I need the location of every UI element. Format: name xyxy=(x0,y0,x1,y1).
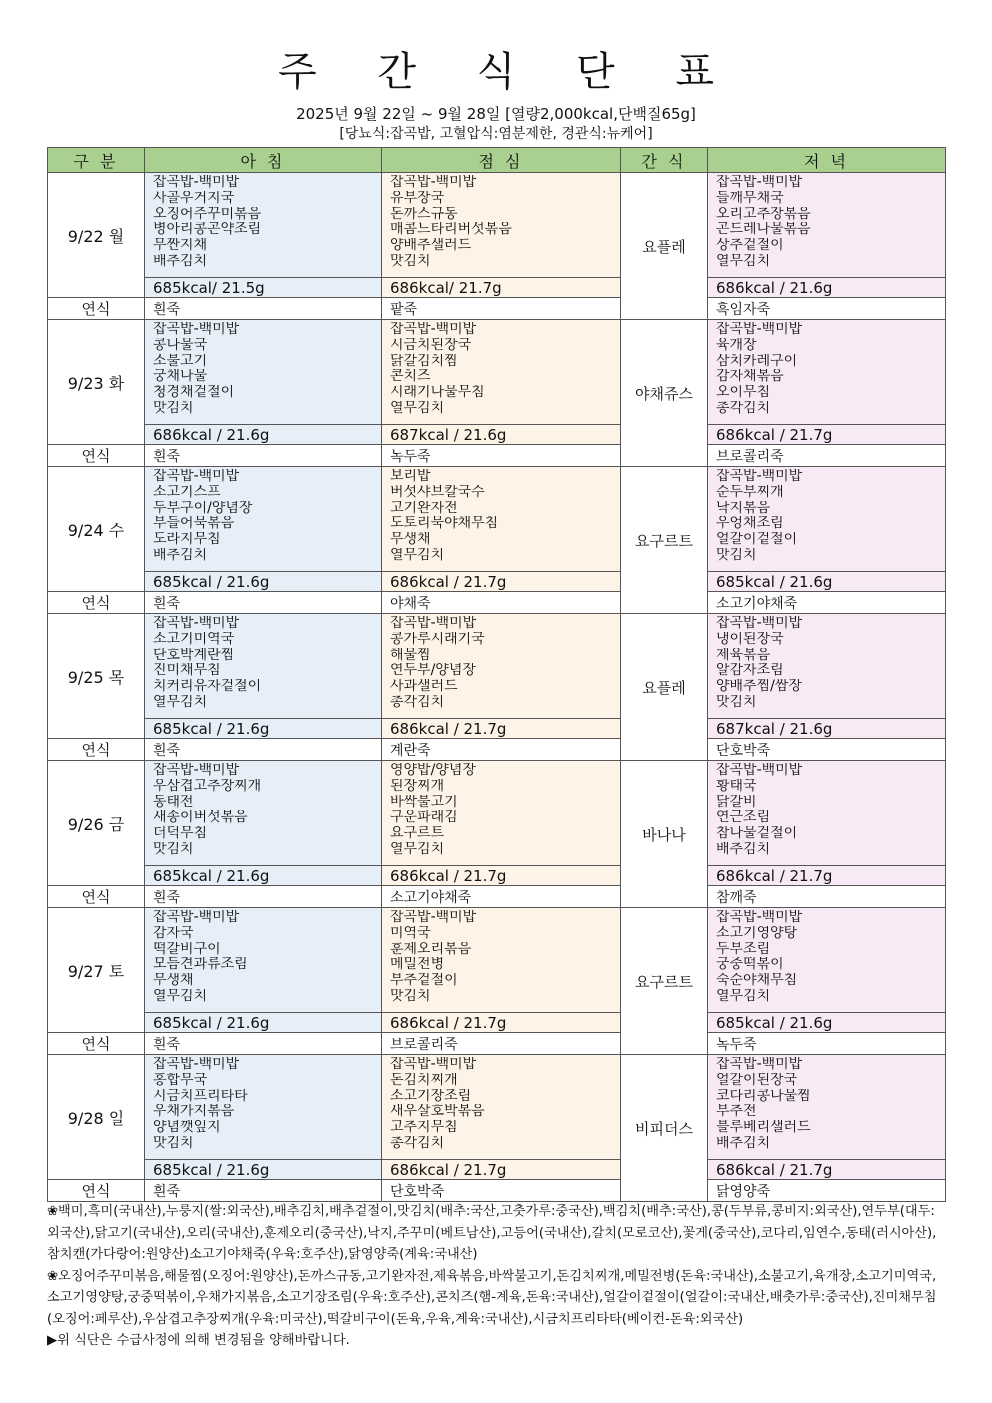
soft-diet-row xyxy=(48,1180,946,1202)
menu-item: 상추겉절이 xyxy=(716,238,784,254)
menu-item: 모듬견과류조림 xyxy=(153,957,248,973)
menu-item: 닭갈비 xyxy=(716,794,757,810)
breakfast-nutrition: 685kcal / 21.6g xyxy=(145,866,382,886)
day-label: 9/24 수 xyxy=(48,467,145,592)
menu-item: 버섯샤브칼국수 xyxy=(390,484,485,500)
menu-item: 열무김치 xyxy=(390,841,445,857)
soft-diet-lunch: 녹두죽 xyxy=(382,445,621,467)
menu-item: 도토리묵야채무침 xyxy=(390,516,499,532)
menu-item: 잡곡밥-백미밥 xyxy=(716,322,803,337)
menu-item: 총각김치 xyxy=(716,400,771,416)
snack-item: 요플레 xyxy=(621,614,708,761)
soft-diet-lunch: 계란죽 xyxy=(382,739,621,761)
soft-diet-row xyxy=(48,592,946,614)
menu-item: 양배추찜/쌈장 xyxy=(716,679,802,695)
menu-item: 고추지무침 xyxy=(390,1120,458,1136)
lunch-nutrition: 687kcal / 21.6g xyxy=(382,425,621,445)
menu-item: 사과샐러드 xyxy=(390,679,458,695)
menu-item: 궁채나물 xyxy=(153,369,208,385)
menu-item: 부추전 xyxy=(716,1104,757,1120)
day-menu-row xyxy=(48,320,946,425)
nutrition-row xyxy=(48,719,946,739)
soft-diet-lunch: 야채죽 xyxy=(382,592,621,614)
menu-item: 양배추샐러드 xyxy=(390,238,472,254)
soft-diet-dinner: 단호박죽 xyxy=(708,739,946,761)
menu-item: 고기완자전 xyxy=(390,500,458,516)
menu-item: 배추김치 xyxy=(716,841,771,857)
soft-diet-label: 연식 xyxy=(48,886,145,908)
menu-item: 소고기미역국 xyxy=(153,631,235,647)
dinner-nutrition: 686kcal / 21.6g xyxy=(708,278,946,298)
menu-item: 삼치카레구이 xyxy=(716,353,798,369)
menu-item: 감자채볶음 xyxy=(716,369,784,385)
breakfast-nutrition: 685kcal / 21.6g xyxy=(145,1013,382,1033)
menu-item: 잡곡밥-백미밥 xyxy=(153,469,240,484)
menu-item: 맛김치 xyxy=(153,1135,194,1151)
menu-item: 된장찌개 xyxy=(390,778,445,794)
menu-item: 미역국 xyxy=(390,925,431,941)
day-label: 9/25 목 xyxy=(48,614,145,739)
menu-item: 잡곡밥-백미밥 xyxy=(716,910,803,925)
lunch-nutrition: 686kcal / 21.7g xyxy=(382,1160,621,1180)
soft-diet-row xyxy=(48,445,946,467)
breakfast-nutrition: 685kcal/ 21.5g xyxy=(145,278,382,298)
lunch-menu xyxy=(382,614,621,719)
menu-item: 잡곡밥-백미밥 xyxy=(153,763,240,778)
lunch-menu xyxy=(382,467,621,572)
menu-item: 황태국 xyxy=(716,778,757,794)
menu-item: 새송이버섯볶음 xyxy=(153,810,248,826)
menu-item: 총각김치 xyxy=(390,1135,445,1151)
soft-diet-breakfast: 흰죽 xyxy=(145,1033,382,1055)
menu-item: 총각김치 xyxy=(390,694,445,710)
menu-item: 청경채겉절이 xyxy=(153,385,235,401)
menu-item: 잡곡밥-백미밥 xyxy=(390,322,477,337)
breakfast-nutrition: 685kcal / 21.6g xyxy=(145,572,382,592)
origin-note-2: ❀오징어주꾸미볶음,해물찜(오징어:원양산),돈까스규동,고기완자전,제육볶음,바싹불고기,돈김치찌개,메밀전병(돈육:국내산),소불고기,육개장,소고기미역국,소고기영양탕,궁중떡볶이,우채가지볶음,소고기장조림(우육:호주산),콘치즈(햄-계육,돈육:국내산),얼갈이겉절이(얼갈이:국내산,배춧가루:중국산),진미채무침(오징어:페루산),우삼겹고추장찌개(우육:미국산),떡갈비구이(돈육,우육,계육:국내산),시금치프리타타(베이컨-돈육:외국산) xyxy=(47,1268,937,1327)
menu-item: 열무김치 xyxy=(716,253,771,269)
nutrition-row xyxy=(48,1160,946,1180)
page-title: 주 간 식 단 표 xyxy=(277,49,739,95)
menu-item: 동태전 xyxy=(153,794,194,810)
menu-item: 맛김치 xyxy=(716,547,757,563)
dinner-menu xyxy=(708,1055,946,1160)
menu-item: 코다리콩나물찜 xyxy=(716,1088,811,1104)
breakfast-nutrition: 686kcal / 21.6g xyxy=(145,425,382,445)
soft-diet-dinner: 소고기야채죽 xyxy=(708,592,946,614)
menu-item: 잡곡밥-백미밥 xyxy=(153,1057,240,1072)
breakfast-menu xyxy=(145,173,382,278)
menu-item: 잡곡밥-백미밥 xyxy=(716,1057,803,1072)
menu-item: 치커리유자겉절이 xyxy=(153,679,262,695)
soft-diet-breakfast: 흰죽 xyxy=(145,1180,382,1202)
breakfast-menu xyxy=(145,467,382,572)
nutrition-row xyxy=(48,425,946,445)
menu-item: 연두부/양념장 xyxy=(390,663,476,679)
header-snack: 간 식 xyxy=(621,148,708,173)
soft-diet-breakfast: 흰죽 xyxy=(145,445,382,467)
lunch-nutrition: 686kcal/ 21.7g xyxy=(382,278,621,298)
menu-item: 돈까스규동 xyxy=(390,206,458,222)
lunch-menu xyxy=(382,320,621,425)
menu-item: 맛김치 xyxy=(153,841,194,857)
menu-item: 열무김치 xyxy=(390,547,445,563)
nutrition-row xyxy=(48,866,946,886)
menu-item: 감자국 xyxy=(153,925,194,941)
menu-item: 맛김치 xyxy=(153,400,194,416)
menu-item: 오리고추장볶음 xyxy=(716,206,811,222)
day-menu-row xyxy=(48,614,946,719)
lunch-nutrition: 686kcal / 21.7g xyxy=(382,866,621,886)
soft-diet-row xyxy=(48,739,946,761)
dinner-menu xyxy=(708,761,946,866)
menu-item: 열무김치 xyxy=(153,694,208,710)
menu-item: 잡곡밥-백미밥 xyxy=(390,1057,477,1072)
menu-item: 얼갈이된장국 xyxy=(716,1072,798,1088)
menu-item: 잡곡밥-백미밥 xyxy=(153,322,240,337)
menu-item: 잡곡밥-백미밥 xyxy=(390,910,477,925)
menu-item: 우삼겹고추장찌개 xyxy=(153,778,262,794)
menu-item: 단호박계란찜 xyxy=(153,647,235,663)
header-day: 구 분 xyxy=(48,148,145,173)
menu-item: 떡갈비구이 xyxy=(153,941,221,957)
breakfast-menu xyxy=(145,908,382,1013)
menu-item: 곤드레나물볶음 xyxy=(716,222,811,238)
day-label: 9/23 화 xyxy=(48,320,145,445)
soft-diet-breakfast: 흰죽 xyxy=(145,739,382,761)
menu-item: 잡곡밥-백미밥 xyxy=(153,616,240,631)
snack-item: 요구르트 xyxy=(621,908,708,1055)
menu-item: 배추김치 xyxy=(153,547,208,563)
menu-item: 잡곡밥-백미밥 xyxy=(153,175,240,190)
breakfast-menu xyxy=(145,1055,382,1160)
dinner-nutrition: 687kcal / 21.6g xyxy=(708,719,946,739)
menu-item: 잡곡밥-백미밥 xyxy=(716,763,803,778)
menu-item: 열무김치 xyxy=(716,988,771,1004)
lunch-menu xyxy=(382,761,621,866)
soft-diet-dinner: 브로콜리죽 xyxy=(708,445,946,467)
menu-item: 닭갈김치찜 xyxy=(390,353,458,369)
menu-item: 소고기스프 xyxy=(153,484,221,500)
menu-item: 진미채무침 xyxy=(153,663,221,679)
soft-diet-breakfast: 흰죽 xyxy=(145,298,382,320)
header-lunch: 점 심 xyxy=(382,148,621,173)
menu-item: 열무김치 xyxy=(153,988,208,1004)
menu-item: 소고기영양탕 xyxy=(716,925,798,941)
menu-item: 우채가지볶음 xyxy=(153,1104,235,1120)
dinner-nutrition: 686kcal / 21.7g xyxy=(708,1160,946,1180)
soft-diet-lunch: 팥죽 xyxy=(382,298,621,320)
menu-item: 숙순야채무침 xyxy=(716,973,798,989)
lunch-nutrition: 686kcal / 21.7g xyxy=(382,572,621,592)
menu-item: 부들어묵볶음 xyxy=(153,516,235,532)
breakfast-menu xyxy=(145,614,382,719)
menu-item: 훈제오리볶음 xyxy=(390,941,472,957)
soft-diet-label: 연식 xyxy=(48,739,145,761)
dinner-menu xyxy=(708,614,946,719)
soft-diet-lunch: 브로콜리죽 xyxy=(382,1033,621,1055)
menu-item: 제육볶음 xyxy=(716,647,771,663)
day-menu-row xyxy=(48,173,946,278)
menu-item: 콩나물국 xyxy=(153,337,208,353)
menu-item: 냉이된장국 xyxy=(716,631,784,647)
snack-item: 요플레 xyxy=(621,173,708,320)
header-breakfast: 아 침 xyxy=(145,148,382,173)
menu-item: 두부조림 xyxy=(716,941,771,957)
lunch-nutrition: 686kcal / 21.7g xyxy=(382,719,621,739)
breakfast-nutrition: 685kcal / 21.6g xyxy=(145,1160,382,1180)
diet-subtitle: [당뇨식:잡곡밥, 고혈압식:염분제한, 경관식:뉴케어] xyxy=(339,126,653,142)
menu-item: 얼갈이겉절이 xyxy=(716,532,798,548)
menu-item: 잡곡밥-백미밥 xyxy=(716,175,803,190)
breakfast-menu xyxy=(145,320,382,425)
lunch-menu xyxy=(382,908,621,1013)
soft-diet-lunch: 단호박죽 xyxy=(382,1180,621,1202)
soft-diet-label: 연식 xyxy=(48,1180,145,1202)
menu-item: 무짠지채 xyxy=(153,238,208,254)
day-label: 9/22 월 xyxy=(48,173,145,298)
menu-item: 사골우거지국 xyxy=(153,190,235,206)
origin-note-1: ❀백미,흑미(국내산),누룽지(쌀:외국산),배추김치,배추겉절이,맛김치(배추:국산,고춧가루:중국산),백김치(배추:국산),콩(두부류,콩비지:외국산),연두부(대두:외국산),닭고기(국내산),오리(국내산),훈제오리(중국산),낙지,주꾸미(베트남산),고등어(국내산),갈치(모로코산),꽃게(중국산),코다리,임연수,동태(러시아산),참치캔(가다랑어:원양산)소고기야채죽(우육:호주산),닭영양죽(계육:국내산) xyxy=(47,1204,937,1262)
menu-item: 시래기나물무침 xyxy=(390,385,485,401)
soft-diet-dinner: 참깨죽 xyxy=(708,886,946,908)
menu-item: 오이무침 xyxy=(716,385,771,401)
dinner-menu xyxy=(708,467,946,572)
nutrition-row xyxy=(48,1013,946,1033)
menu-item: 요구르트 xyxy=(390,826,445,842)
menu-item: 열무김치 xyxy=(390,400,445,416)
menu-item: 오징어주꾸미볶음 xyxy=(153,206,262,222)
menu-item: 맛김치 xyxy=(390,253,431,269)
menu-item: 메밀전병 xyxy=(390,957,445,973)
menu-item: 소불고기 xyxy=(153,353,208,369)
menu-item: 영양밥/양념장 xyxy=(390,763,476,778)
menu-item: 궁중떡볶이 xyxy=(716,957,784,973)
menu-item: 연근조림 xyxy=(716,810,771,826)
soft-diet-label: 연식 xyxy=(48,1033,145,1055)
menu-item: 잡곡밥-백미밥 xyxy=(716,469,803,484)
menu-item: 보리밥 xyxy=(390,469,431,484)
menu-item: 참나물겉절이 xyxy=(716,826,798,842)
day-label: 9/27 토 xyxy=(48,908,145,1033)
menu-item: 잡곡밥-백미밥 xyxy=(390,616,477,631)
dinner-nutrition: 686kcal / 21.7g xyxy=(708,425,946,445)
soft-diet-breakfast: 흰죽 xyxy=(145,886,382,908)
soft-diet-dinner: 흑임자죽 xyxy=(708,298,946,320)
soft-diet-label: 연식 xyxy=(48,445,145,467)
menu-item: 순두부찌개 xyxy=(716,484,784,500)
soft-diet-lunch: 소고기야채죽 xyxy=(382,886,621,908)
dinner-nutrition: 685kcal / 21.6g xyxy=(708,1013,946,1033)
breakfast-nutrition: 685kcal / 21.6g xyxy=(145,719,382,739)
menu-item: 매콤느타리버섯볶음 xyxy=(390,222,512,238)
menu-item: 잡곡밥-백미밥 xyxy=(716,616,803,631)
dinner-nutrition: 686kcal / 21.7g xyxy=(708,866,946,886)
dinner-menu xyxy=(708,173,946,278)
menu-item: 알감자조림 xyxy=(716,663,784,679)
menu-item: 돈김치찌개 xyxy=(390,1072,458,1088)
soft-diet-row xyxy=(48,886,946,908)
lunch-nutrition: 686kcal / 21.7g xyxy=(382,1013,621,1033)
menu-item: 콘치즈 xyxy=(390,369,431,385)
soft-diet-row xyxy=(48,1033,946,1055)
weekly-menu-table xyxy=(47,147,946,1202)
menu-item: 무생채 xyxy=(390,532,431,548)
menu-item: 양념깻잎지 xyxy=(153,1120,221,1136)
menu-body xyxy=(48,173,946,1202)
menu-item: 더덕무침 xyxy=(153,826,208,842)
header-row xyxy=(48,148,946,173)
menu-item: 도라지무침 xyxy=(153,532,221,548)
footnotes xyxy=(47,1201,947,1352)
snack-item: 비피더스 xyxy=(621,1055,708,1202)
soft-diet-label: 연식 xyxy=(48,298,145,320)
period-subtitle: 2025년 9월 22일 ~ 9월 28일 [열량2,000kcal,단백질65g] xyxy=(296,105,696,123)
menu-item: 배추김치 xyxy=(716,1135,771,1151)
nutrition-row xyxy=(48,278,946,298)
dinner-nutrition: 685kcal / 21.6g xyxy=(708,572,946,592)
menu-item: 들깨무채국 xyxy=(716,190,784,206)
menu-item: 콩가루시래기국 xyxy=(390,631,485,647)
day-menu-row xyxy=(48,1055,946,1160)
menu-item: 잡곡밥-백미밥 xyxy=(390,175,477,190)
lunch-menu xyxy=(382,173,621,278)
breakfast-menu xyxy=(145,761,382,866)
snack-item: 바나나 xyxy=(621,761,708,908)
lunch-menu xyxy=(382,1055,621,1160)
menu-item: 블루베리샐러드 xyxy=(716,1120,811,1136)
day-menu-row xyxy=(48,908,946,1013)
day-label: 9/28 일 xyxy=(48,1055,145,1180)
menu-item: 배추김치 xyxy=(153,253,208,269)
menu-item: 홍합무국 xyxy=(153,1072,208,1088)
nutrition-row xyxy=(48,572,946,592)
snack-item: 요구르트 xyxy=(621,467,708,614)
snack-item: 야채쥬스 xyxy=(621,320,708,467)
dinner-menu xyxy=(708,320,946,425)
menu-item: 잡곡밥-백미밥 xyxy=(153,910,240,925)
menu-item: 새우살호박볶음 xyxy=(390,1104,485,1120)
menu-item: 유부장국 xyxy=(390,190,445,206)
menu-item: 해물찜 xyxy=(390,647,431,663)
day-menu-row xyxy=(48,761,946,866)
soft-diet-dinner: 녹두죽 xyxy=(708,1033,946,1055)
menu-item: 우엉채조림 xyxy=(716,516,784,532)
menu-item: 두부구이/양념장 xyxy=(153,500,253,516)
menu-item: 부추겉절이 xyxy=(390,973,458,989)
soft-diet-row xyxy=(48,298,946,320)
menu-item: 병아리콩곤약조림 xyxy=(153,222,262,238)
soft-diet-dinner: 닭영양죽 xyxy=(708,1180,946,1202)
menu-item: 구운파래김 xyxy=(390,810,458,826)
soft-diet-label: 연식 xyxy=(48,592,145,614)
menu-item: 맛김치 xyxy=(390,988,431,1004)
header-dinner: 저 녁 xyxy=(708,148,946,173)
menu-item: 무생채 xyxy=(153,973,194,989)
menu-item: 낙지볶음 xyxy=(716,500,771,516)
menu-item: 바싹불고기 xyxy=(390,794,458,810)
day-label: 9/26 금 xyxy=(48,761,145,886)
menu-item: 시금치된장국 xyxy=(390,337,472,353)
day-menu-row xyxy=(48,467,946,572)
menu-item: 소고기장조림 xyxy=(390,1088,472,1104)
menu-item: 시금치프리타타 xyxy=(153,1088,248,1104)
soft-diet-breakfast: 흰죽 xyxy=(145,592,382,614)
menu-item: 육개장 xyxy=(716,337,757,353)
dinner-menu xyxy=(708,908,946,1013)
change-note: ▶위 식단은 수급사정에 의해 변경됨을 양해바랍니다. xyxy=(47,1333,350,1348)
menu-item: 맛김치 xyxy=(716,694,757,710)
